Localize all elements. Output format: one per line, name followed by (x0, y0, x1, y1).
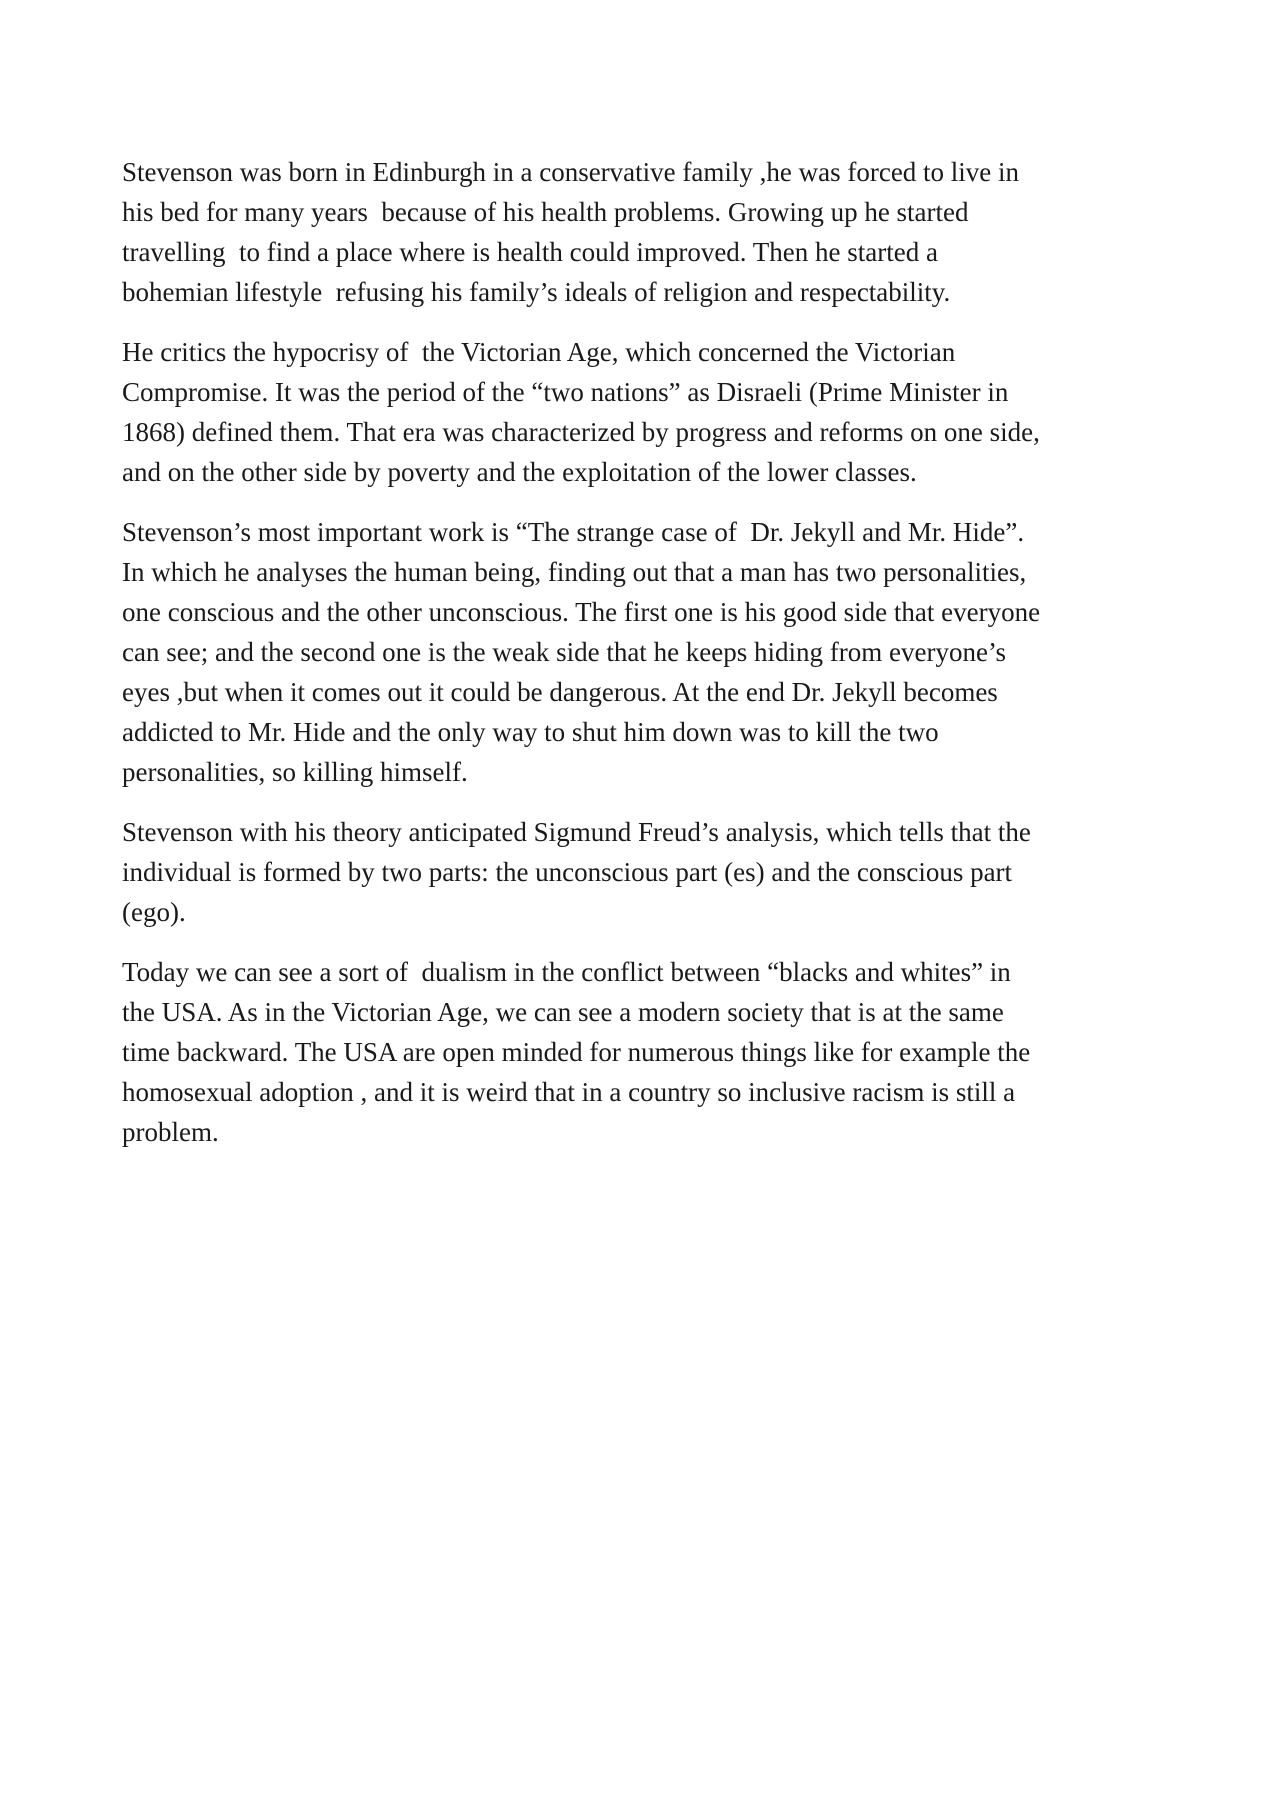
text-line: He critics the hypocrisy of the Victorian Age, which concerned the Victorian (122, 337, 956, 367)
text-line: addicted to Mr. Hide and the only way to shut him down was to kill the two (122, 717, 939, 747)
text-line: travelling to find a place where is health could improved. Then he started a (122, 237, 938, 267)
text-line: one conscious and the other unconscious. The first one is his good side that everyone (122, 597, 1041, 627)
text-line: Compromise. It was the period of the “two nations” as Disraeli (Prime Minister in (122, 377, 1009, 407)
text-line: bohemian lifestyle refusing his family’s ideals of religion and respectability. (122, 277, 951, 307)
text-line: eyes ,but when it comes out it could be dangerous. At the end Dr. Jekyll becomes (122, 677, 998, 707)
text-line: problem. (122, 1117, 219, 1147)
text-line: Stevenson with his theory anticipated Sigmund Freud’s analysis, which tells that the (122, 817, 1031, 847)
text-line: personalities, so killing himself. (122, 757, 468, 787)
text-line: (ego). (122, 897, 186, 927)
text-line: Today we can see a sort of dualism in the conflict between “blacks and whites” in (122, 957, 1011, 987)
paragraph-2 (122, 332, 1162, 492)
paragraph-4 (122, 812, 1162, 932)
text-line: 1868) defined them. That era was characterized by progress and reforms on one side, (122, 417, 1040, 447)
text-line: Stevenson was born in Edinburgh in a conservative family ,he was forced to live in (122, 157, 1020, 187)
document-body (122, 152, 1162, 1172)
text-line: the USA. As in the Victorian Age, we can see a modern society that is at the same (122, 997, 1004, 1027)
text-line: and on the other side by poverty and the exploitation of the lower classes. (122, 457, 917, 487)
paragraph-5 (122, 952, 1162, 1152)
text-line: In which he analyses the human being, finding out that a man has two personalities, (122, 557, 1027, 587)
paragraph-3 (122, 512, 1162, 792)
paragraph-1 (122, 152, 1162, 312)
text-line: his bed for many years because of his health problems. Growing up he started (122, 197, 969, 227)
text-line: can see; and the second one is the weak side that he keeps hiding from everyone’s (122, 637, 1006, 667)
text-line: Stevenson’s most important work is “The strange case of Dr. Jekyll and Mr. Hide”. (122, 517, 1025, 547)
text-line: time backward. The USA are open minded for numerous things like for example the (122, 1037, 1031, 1067)
text-line: individual is formed by two parts: the unconscious part (es) and the conscious part (122, 857, 1013, 887)
text-line: homosexual adoption , and it is weird that in a country so inclusive racism is still a (122, 1077, 1016, 1107)
